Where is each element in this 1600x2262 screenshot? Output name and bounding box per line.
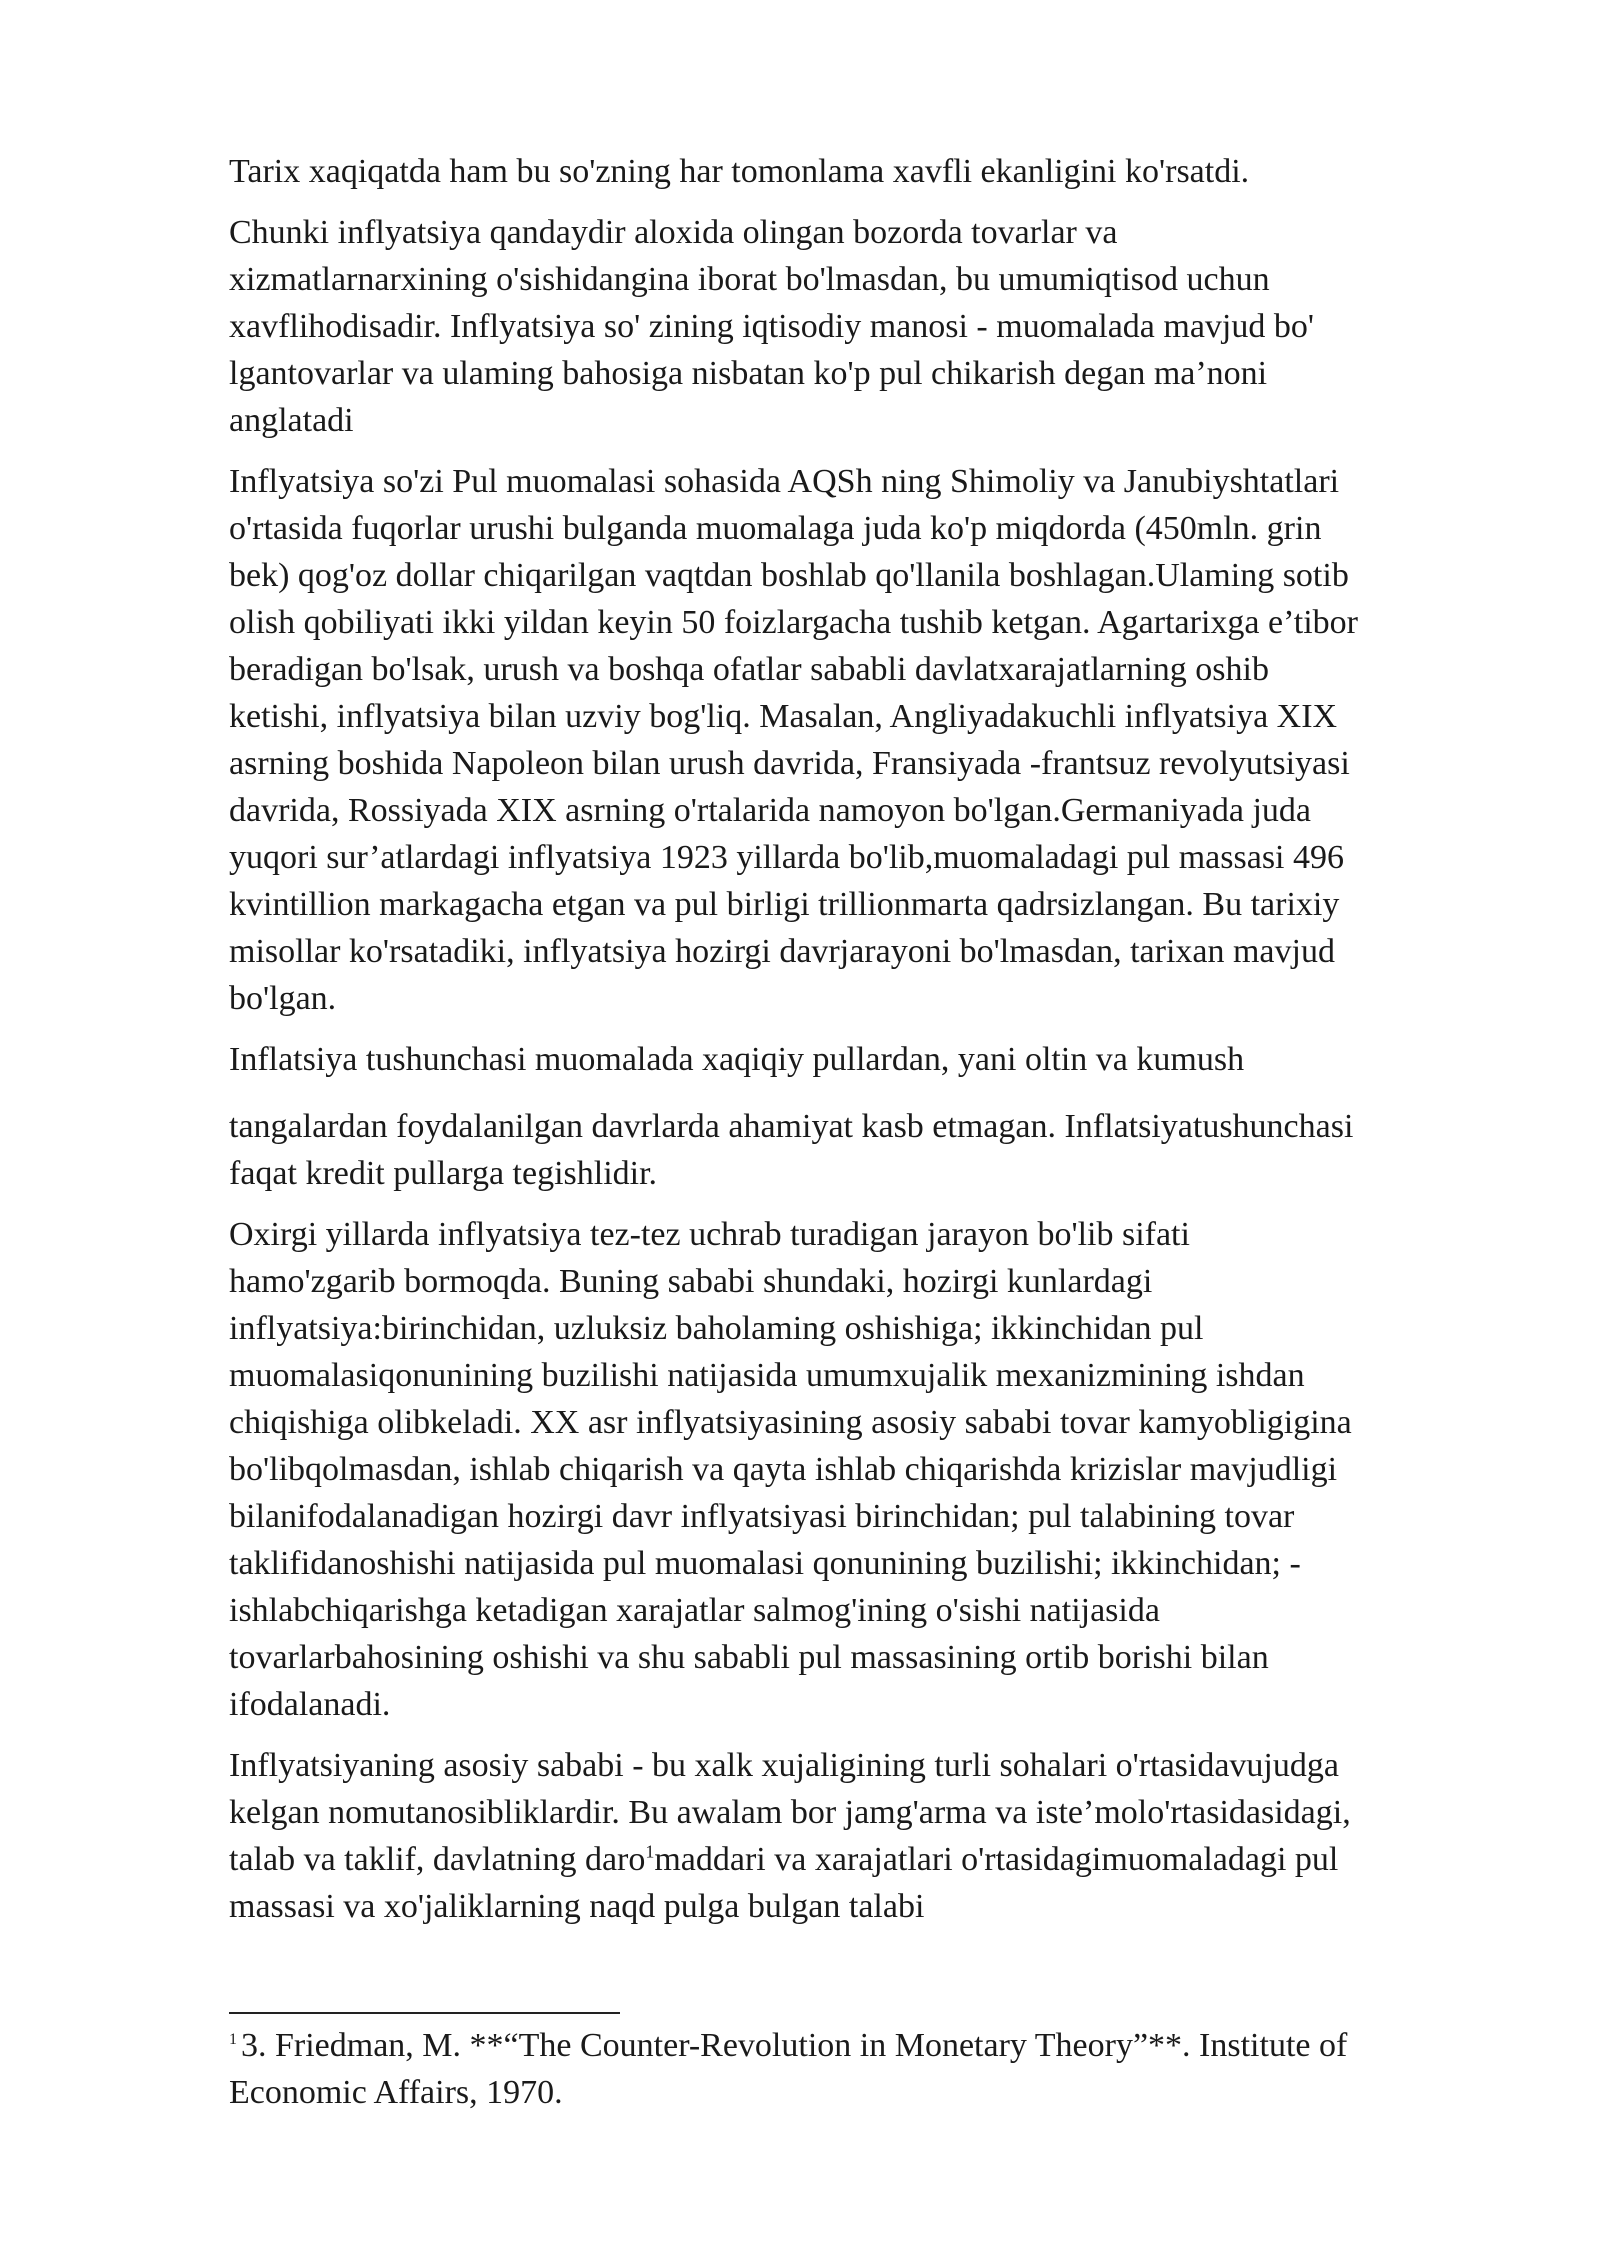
footnote (229, 2022, 1491, 2116)
paragraph-5: tangalardan foydalanilgan davrlarda ahamiyat kasb etmagan. Inflatsiyatushunchasi faqat kredit pullarga tegishlidir. (229, 1108, 1354, 1192)
footnote-mark: 1 (229, 2030, 237, 2048)
footnote-text: 3. Friedman, M. **“The Counter-Revolution in Monetary Theory”**. Institute of Economic Affairs, 1970. (229, 2027, 1348, 2111)
paragraph-7-text-b: maddari va xarajatlari o'rtasidagimuomaladagi pul massasi va xo'jaliklarning naqd pulga bulgan talabi (229, 1841, 1339, 1925)
paragraph-7-text-a: Inflyatsiyaning asosiy sababi - bu xalk xujaligining turli sohalari o'rtasidavujudga kelgan nomutanosibliklardir. Bu awalam bor jamg'arma va iste’molo'rtasidasidagi, talab va taklif, davlatning daro (229, 1747, 1351, 1878)
paragraph-2: Chunki inflyatsiya qandaydir aloxida olingan bozorda tovarlar va xizmatlarnarxining o'sishidangina iborat bo'lmasdan, bu umumiqtisod uchun xavflihodisadir. Inflyatsiya so' zining iqtisodiy manosi - muomalada mavjud bo' lgantovarlar va ulaming bahosiga nisbatan ko'p pul chikarish degan ma’noni anglatadi (229, 214, 1314, 439)
paragraph-6: Oxirgi yillarda inflyatsiya tez-tez uchrab turadigan jarayon bo'lib sifati hamo'zgarib bormoqda. Buning sababi shundaki, hozirgi kunlardagi inflyatsiya:birinchidan, uzluksiz baholaming oshishiga; ikkinchidan pul muomalasiqonunining buzilishi natijasida umumxujalik mexanizmining ishdan chiqishiga olibkeladi. XX asr inflyatsiyasining asosiy sababi tovar kamyobligigina bo'libqolmasdan, ishlab chiqarish va qayta ishlab chiqarishda krizislar mavjudligi bilanifodalanadigan hozirgi davr inflyatsiyasi birinchidan; pul talabining tovar taklifidanoshishi natijasida pul muomalasi qonunining buzilishi; ikkinchidan; - ishlabchiqarishga ketadigan xarajatlar salmog'ining o'sishi natijasida tovarlarbahosining oshishi va shu sababli pul massasining ortib borishi bilan ifodalanadi. (229, 1216, 1352, 1723)
paragraph-4: Inflatsiya tushunchasi muomalada xaqiqiy pullardan, yani oltin va kumush (229, 1041, 1245, 1078)
footnote-separator (229, 2012, 620, 2014)
document-body (229, 148, 1491, 1944)
paragraph-3: Inflyatsiya so'zi Pul muomalasi sohasida AQSh ning Shimoliy va Janubiyshtatlari o'rtasida fuqorlar urushi bulganda muomalaga juda ko'p miqdorda (450mln. grin bek) qog'oz dollar chiqarilgan vaqtdan boshlab qo'llanila boshlagan.Ulaming sotib olish qobiliyati ikki yildan keyin 50 foizlargacha tushib ketgan. Agartarixga e’tibor beradigan bo'lsak, urush va boshqa ofatlar sababli davlatxarajatlarning oshib ketishi, inflyatsiya bilan uzviy bog'liq. Masalan, Angliyadakuchli inflyatsiya XIX asrning boshida Napoleon bilan urush davrida, Fransiyada -frantsuz revolyutsiyasi davrida, Rossiyada XIX asrning o'rtalarida namoyon bo'lgan.Germaniyada juda yuqori sur’atlardagi inflyatsiya 1923 yillarda bo'lib,muomaladagi pul massasi 496 kvintillion markagacha etgan va pul birligi trillionmarta qadrsizlangan. Bu tarixiy misollar ko'rsatadiki, inflyatsiya hozirgi davrjarayoni bo'lmasdan, tarixan mavjud bo'lgan. (229, 463, 1358, 1017)
footnote-reference[interactable]: 1 (645, 1841, 655, 1862)
paragraph-7 (229, 1742, 1491, 1930)
paragraph-1: Tarix xaqiqatda ham bu so'zning har tomonlama xavfli ekanligini ko'rsatdi. (229, 153, 1250, 190)
